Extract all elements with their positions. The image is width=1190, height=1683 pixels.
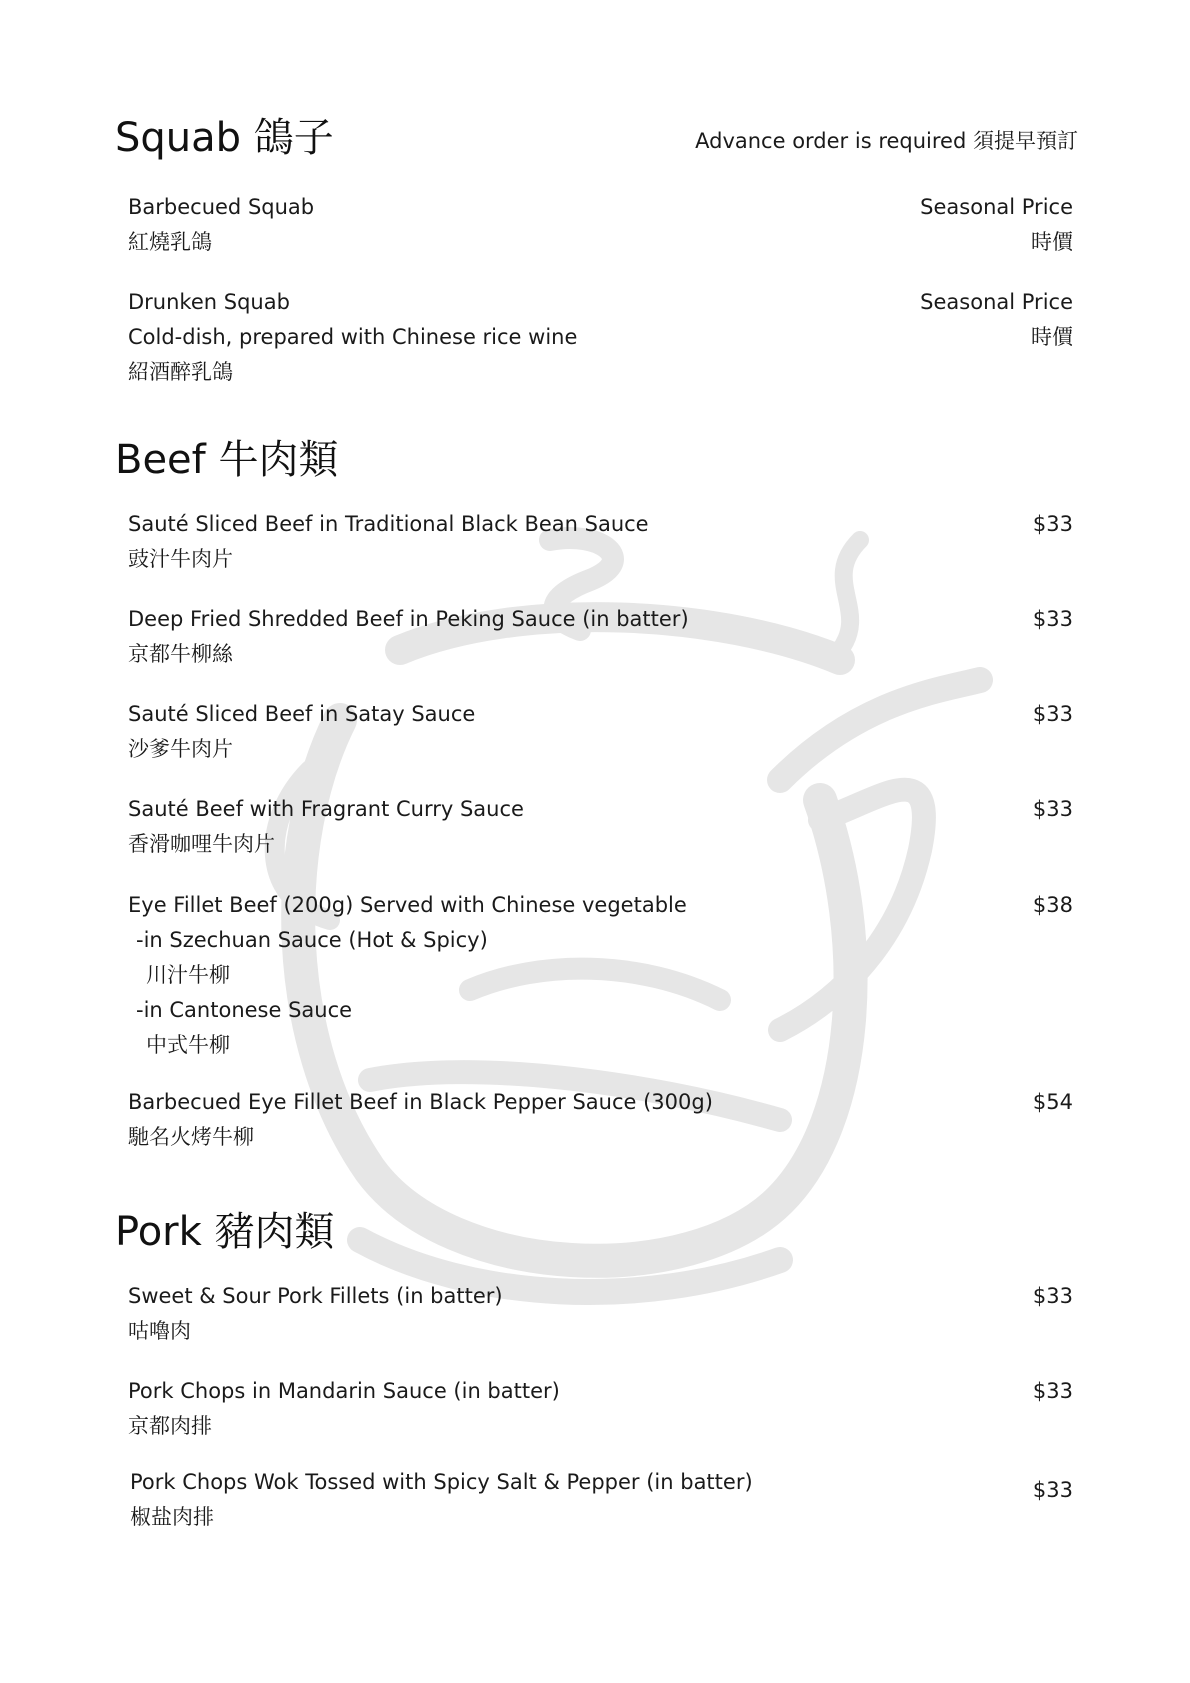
price-text: $54: [1032, 1090, 1073, 1114]
item-name-chinese: 香滑咖哩牛肉片: [128, 832, 275, 856]
menu-item: [128, 1465, 1073, 1535]
section-header: [0, 432, 1190, 492]
item-name: Eye Fillet Beef (200g) Served with Chinese vegetable: [128, 893, 687, 917]
menu-item: [128, 792, 1073, 862]
item-name: Drunken Squab: [128, 290, 290, 314]
item-price: [1033, 1085, 1073, 1120]
section-title: Pork 豬肉類: [115, 1209, 335, 1255]
section-header: [0, 1204, 1190, 1264]
item-price: [920, 190, 1073, 260]
menu-item: [128, 1085, 1073, 1155]
price-text: $33: [1032, 1284, 1073, 1308]
price-text-chinese: 時價: [1031, 325, 1073, 349]
item-name-chinese: 紅燒乳鴿: [128, 230, 212, 254]
price-text: $33: [1032, 1379, 1073, 1403]
price-text: Seasonal Price: [920, 290, 1073, 314]
menu-item: [128, 888, 1073, 1063]
item-name-chinese: 豉汁牛肉片: [128, 547, 233, 571]
item-price: [1033, 697, 1073, 732]
item-name: Deep Fried Shredded Beef in Peking Sauce (in batter): [128, 607, 689, 631]
section-beef: [0, 432, 1190, 492]
item-name-chinese: 咕嚕肉: [128, 1319, 191, 1343]
item-price: [1033, 1374, 1073, 1409]
item-price: [1033, 792, 1073, 827]
price-text: $33: [1032, 702, 1073, 726]
price-text: $33: [1032, 797, 1073, 821]
section-header: [0, 110, 1190, 170]
section-title: Beef 牛肉類: [115, 437, 339, 483]
price-text: Seasonal Price: [920, 195, 1073, 219]
item-name: Barbecued Eye Fillet Beef in Black Pepper Sauce (300g): [128, 1090, 713, 1114]
section-title: Squab 鴿子: [115, 115, 334, 161]
item-name: Barbecued Squab: [128, 195, 315, 219]
item-name-chinese: 京都肉排: [128, 1414, 212, 1438]
advance-order-note: Advance order is required 須提早預訂: [695, 129, 1078, 153]
item-price: [1033, 507, 1073, 542]
menu-item: [128, 697, 1073, 767]
menu-item: [128, 285, 1073, 390]
item-name: Pork Chops in Mandarin Sauce (in batter): [128, 1379, 560, 1403]
item-price: [1033, 888, 1073, 923]
price-text: $33: [1032, 512, 1073, 536]
item-name: Sauté Sliced Beef in Traditional Black Bean Sauce: [128, 512, 649, 536]
item-name: Pork Chops Wok Tossed with Spicy Salt & Pepper (in batter): [130, 1470, 753, 1494]
item-name-chinese: 沙爹牛肉片: [128, 737, 233, 761]
item-option-chinese: 中式牛柳: [146, 1033, 230, 1057]
item-name-chinese: 馳名火烤牛柳: [128, 1125, 254, 1149]
menu-item: [128, 1279, 1073, 1349]
price-text: $33: [1032, 607, 1073, 631]
item-price: [1033, 1279, 1073, 1314]
item-price: [1033, 602, 1073, 637]
item-price: [920, 285, 1073, 355]
price-text: $38: [1032, 893, 1073, 917]
item-option-chinese: 川汁牛柳: [146, 963, 230, 987]
price-text: $33: [1032, 1478, 1073, 1502]
item-name-chinese: 椒盐肉排: [130, 1505, 214, 1529]
menu-item: [128, 602, 1073, 672]
price-text-chinese: 時價: [1031, 230, 1073, 254]
section-squab: [0, 110, 1190, 170]
section-pork: [0, 1204, 1190, 1264]
menu-item: [128, 1374, 1073, 1444]
item-price: [1033, 1473, 1073, 1508]
item-name: Sauté Beef with Fragrant Curry Sauce: [128, 797, 524, 821]
menu-item: [128, 190, 1073, 260]
menu-item: [128, 507, 1073, 577]
item-description: Cold-dish, prepared with Chinese rice wine: [128, 325, 578, 349]
item-name: Sauté Sliced Beef in Satay Sauce: [128, 702, 476, 726]
item-name-chinese: 京都牛柳絲: [128, 642, 233, 666]
item-name: Sweet & Sour Pork Fillets (in batter): [128, 1284, 503, 1308]
item-name-chinese: 紹酒醉乳鴿: [128, 360, 233, 384]
item-option: -in Szechuan Sauce (Hot & Spicy): [136, 928, 488, 952]
item-option: -in Cantonese Sauce: [136, 998, 353, 1022]
